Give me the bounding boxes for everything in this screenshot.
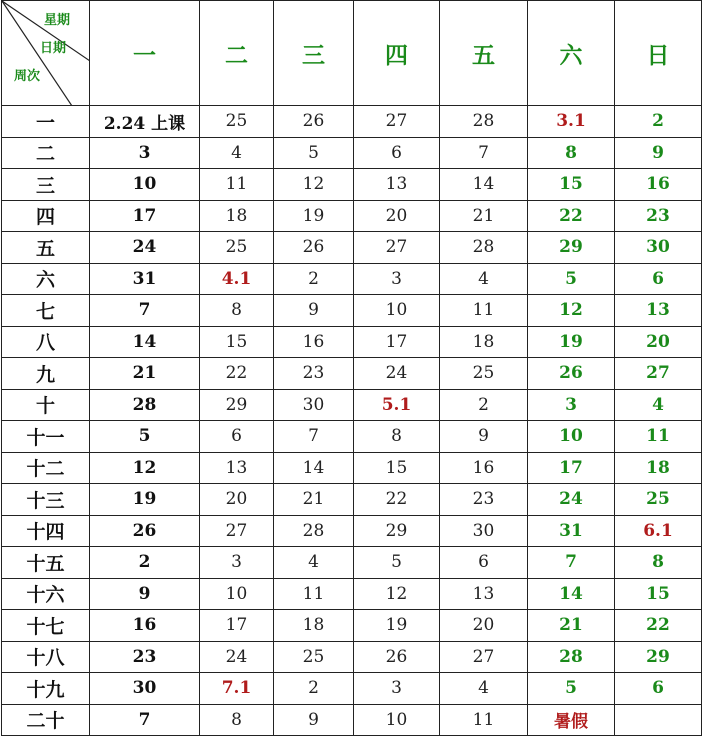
date-cell: 29 <box>200 389 274 421</box>
week-row <box>2 295 702 327</box>
week-row <box>2 232 702 264</box>
date-cell: 4 <box>200 137 274 169</box>
week-row <box>2 200 702 232</box>
week-number-cell: 十 <box>2 389 90 421</box>
date-cell: 5 <box>354 547 440 579</box>
date-cell: 7.1 <box>200 673 274 705</box>
date-cell: 25 <box>615 484 702 516</box>
date-cell: 26 <box>90 515 200 547</box>
date-cell: 20 <box>440 610 528 642</box>
date-cell: 暑假 <box>528 704 615 736</box>
week-row <box>2 484 702 516</box>
date-cell: 14 <box>528 578 615 610</box>
date-cell: 12 <box>354 578 440 610</box>
date-cell <box>615 704 702 736</box>
date-cell: 24 <box>90 232 200 264</box>
date-cell: 16 <box>440 452 528 484</box>
week-number-cell: 十一 <box>2 421 90 453</box>
date-cell: 4 <box>615 389 702 421</box>
date-cell: 4 <box>440 673 528 705</box>
week-row <box>2 106 702 138</box>
date-cell: 26 <box>528 358 615 390</box>
date-cell: 19 <box>90 484 200 516</box>
date-cell: 15 <box>615 578 702 610</box>
date-cell: 23 <box>90 641 200 673</box>
date-cell: 19 <box>354 610 440 642</box>
week-row <box>2 515 702 547</box>
date-cell: 8 <box>354 421 440 453</box>
week-number-cell: 四 <box>2 200 90 232</box>
date-cell: 12 <box>274 169 354 201</box>
week-number-cell: 二十 <box>2 704 90 736</box>
date-cell: 9 <box>440 421 528 453</box>
date-cell: 23 <box>615 200 702 232</box>
corner-label-week: 周次 <box>14 69 41 84</box>
date-cell: 24 <box>200 641 274 673</box>
date-cell: 4 <box>440 263 528 295</box>
week-row <box>2 169 702 201</box>
date-cell: 6 <box>200 421 274 453</box>
date-cell: 16 <box>615 169 702 201</box>
week-row <box>2 137 702 169</box>
date-cell: 7 <box>274 421 354 453</box>
date-cell: 5 <box>90 421 200 453</box>
week-row <box>2 610 702 642</box>
date-cell: 11 <box>440 295 528 327</box>
corner-label-date: 日期 <box>40 41 67 56</box>
date-cell: 13 <box>615 295 702 327</box>
date-cell: 27 <box>615 358 702 390</box>
date-cell: 23 <box>440 484 528 516</box>
date-cell: 28 <box>440 106 528 138</box>
date-cell: 15 <box>200 326 274 358</box>
date-cell: 8 <box>615 547 702 579</box>
corner-header-cell <box>2 1 90 106</box>
week-row <box>2 704 702 736</box>
date-cell: 21 <box>440 200 528 232</box>
date-cell: 13 <box>200 452 274 484</box>
date-cell: 14 <box>274 452 354 484</box>
date-cell: 6 <box>354 137 440 169</box>
date-cell: 20 <box>200 484 274 516</box>
date-cell: 9 <box>274 295 354 327</box>
date-cell: 7 <box>528 547 615 579</box>
day-header-mon: 一 <box>90 1 200 106</box>
date-cell: 25 <box>440 358 528 390</box>
date-cell: 5.1 <box>354 389 440 421</box>
date-cell: 23 <box>274 358 354 390</box>
date-cell: 17 <box>354 326 440 358</box>
week-row <box>2 578 702 610</box>
week-number-cell: 十五 <box>2 547 90 579</box>
date-cell: 8 <box>528 137 615 169</box>
date-cell: 3 <box>528 389 615 421</box>
date-cell: 22 <box>354 484 440 516</box>
date-cell: 2 <box>274 673 354 705</box>
date-cell: 10 <box>200 578 274 610</box>
day-header-wed: 三 <box>274 1 354 106</box>
day-header-sat: 六 <box>528 1 615 106</box>
date-cell: 7 <box>90 704 200 736</box>
date-cell: 30 <box>440 515 528 547</box>
week-row <box>2 263 702 295</box>
date-cell: 17 <box>90 200 200 232</box>
date-cell: 5 <box>528 673 615 705</box>
date-cell: 21 <box>90 358 200 390</box>
date-cell: 10 <box>90 169 200 201</box>
date-cell: 10 <box>354 704 440 736</box>
week-number-cell: 七 <box>2 295 90 327</box>
date-cell: 5 <box>274 137 354 169</box>
date-cell: 14 <box>90 326 200 358</box>
date-cell: 19 <box>528 326 615 358</box>
date-cell: 18 <box>274 610 354 642</box>
date-cell: 31 <box>90 263 200 295</box>
date-cell: 4 <box>274 547 354 579</box>
date-cell: 11 <box>615 421 702 453</box>
date-cell: 15 <box>528 169 615 201</box>
date-cell: 4.1 <box>200 263 274 295</box>
date-cell: 29 <box>528 232 615 264</box>
date-cell: 15 <box>354 452 440 484</box>
date-cell: 7 <box>440 137 528 169</box>
date-cell: 7 <box>90 295 200 327</box>
week-number-cell: 十八 <box>2 641 90 673</box>
date-cell: 25 <box>200 106 274 138</box>
date-cell: 24 <box>354 358 440 390</box>
date-cell: 11 <box>274 578 354 610</box>
date-cell: 10 <box>354 295 440 327</box>
week-number-cell: 十九 <box>2 673 90 705</box>
week-number-cell: 一 <box>2 106 90 138</box>
week-row <box>2 452 702 484</box>
date-cell: 31 <box>528 515 615 547</box>
date-cell: 29 <box>354 515 440 547</box>
date-cell: 19 <box>274 200 354 232</box>
date-cell: 8 <box>200 295 274 327</box>
date-cell: 5 <box>528 263 615 295</box>
date-cell: 9 <box>90 578 200 610</box>
week-number-cell: 六 <box>2 263 90 295</box>
day-header-sun: 日 <box>615 1 702 106</box>
date-cell: 17 <box>200 610 274 642</box>
date-cell: 18 <box>440 326 528 358</box>
date-cell: 18 <box>615 452 702 484</box>
date-cell: 2 <box>90 547 200 579</box>
week-number-cell: 三 <box>2 169 90 201</box>
date-cell: 11 <box>440 704 528 736</box>
date-cell: 22 <box>615 610 702 642</box>
date-cell: 26 <box>274 232 354 264</box>
date-cell: 16 <box>274 326 354 358</box>
date-cell: 20 <box>615 326 702 358</box>
semester-calendar-table <box>1 0 702 736</box>
date-cell: 28 <box>90 389 200 421</box>
date-cell: 10 <box>528 421 615 453</box>
date-cell: 22 <box>528 200 615 232</box>
date-cell: 27 <box>354 232 440 264</box>
date-cell: 14 <box>440 169 528 201</box>
date-cell: 6 <box>615 263 702 295</box>
date-cell: 30 <box>274 389 354 421</box>
date-cell: 2 <box>274 263 354 295</box>
date-cell: 29 <box>615 641 702 673</box>
date-cell: 13 <box>440 578 528 610</box>
week-number-cell: 八 <box>2 326 90 358</box>
week-number-cell: 九 <box>2 358 90 390</box>
date-cell: 3 <box>354 263 440 295</box>
date-cell: 12 <box>90 452 200 484</box>
week-row <box>2 421 702 453</box>
date-cell: 3 <box>90 137 200 169</box>
date-cell: 11 <box>200 169 274 201</box>
date-cell: 28 <box>274 515 354 547</box>
date-cell: 3.1 <box>528 106 615 138</box>
date-cell: 9 <box>274 704 354 736</box>
date-cell: 3 <box>354 673 440 705</box>
date-cell: 2 <box>440 389 528 421</box>
date-cell: 22 <box>200 358 274 390</box>
date-cell: 21 <box>274 484 354 516</box>
week-row <box>2 673 702 705</box>
day-header-thu: 四 <box>354 1 440 106</box>
date-cell: 6 <box>615 673 702 705</box>
date-cell: 8 <box>200 704 274 736</box>
date-cell: 6.1 <box>615 515 702 547</box>
date-cell: 13 <box>354 169 440 201</box>
week-row <box>2 358 702 390</box>
week-row <box>2 389 702 421</box>
date-cell: 26 <box>274 106 354 138</box>
date-cell: 20 <box>354 200 440 232</box>
date-cell: 3 <box>200 547 274 579</box>
date-cell: 27 <box>440 641 528 673</box>
week-number-cell: 五 <box>2 232 90 264</box>
date-cell: 16 <box>90 610 200 642</box>
date-cell: 12 <box>528 295 615 327</box>
calendar-body <box>2 106 702 736</box>
week-number-cell: 二 <box>2 137 90 169</box>
week-number-cell: 十三 <box>2 484 90 516</box>
week-row <box>2 326 702 358</box>
date-cell: 18 <box>200 200 274 232</box>
week-number-cell: 十四 <box>2 515 90 547</box>
date-cell: 27 <box>200 515 274 547</box>
week-row <box>2 547 702 579</box>
date-cell: 2 <box>615 106 702 138</box>
date-cell: 30 <box>90 673 200 705</box>
week-number-cell: 十二 <box>2 452 90 484</box>
date-cell: 9 <box>615 137 702 169</box>
date-cell: 2.24 上课 <box>90 106 200 138</box>
date-cell: 6 <box>440 547 528 579</box>
date-cell: 17 <box>528 452 615 484</box>
week-number-cell: 十六 <box>2 578 90 610</box>
date-cell: 25 <box>274 641 354 673</box>
corner-label-weekday: 星期 <box>44 13 71 28</box>
week-number-cell: 十七 <box>2 610 90 642</box>
date-cell: 25 <box>200 232 274 264</box>
day-header-fri: 五 <box>440 1 528 106</box>
date-cell: 27 <box>354 106 440 138</box>
date-cell: 30 <box>615 232 702 264</box>
date-cell: 28 <box>528 641 615 673</box>
date-cell: 21 <box>528 610 615 642</box>
day-header-tue: 二 <box>200 1 274 106</box>
date-cell: 26 <box>354 641 440 673</box>
date-cell: 24 <box>528 484 615 516</box>
week-row <box>2 641 702 673</box>
date-cell: 28 <box>440 232 528 264</box>
header-row <box>2 1 702 106</box>
